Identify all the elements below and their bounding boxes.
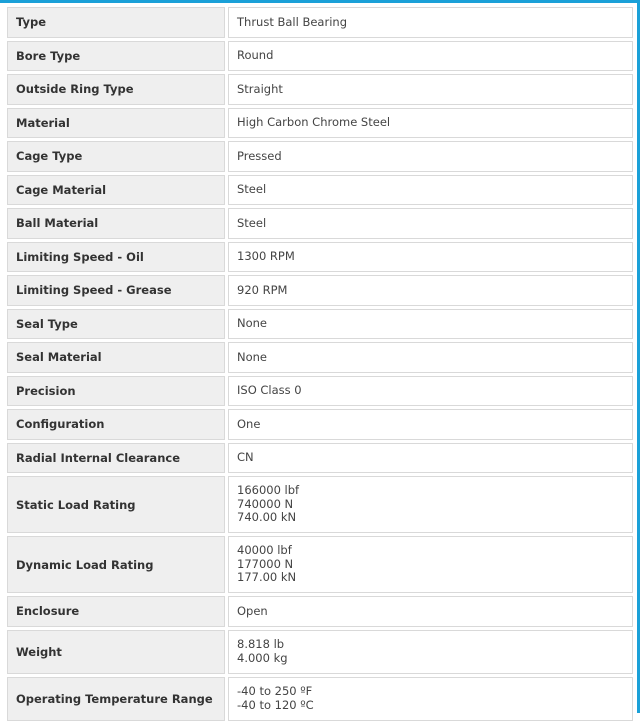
spec-row-cage-material xyxy=(7,175,633,206)
spec-value xyxy=(228,208,633,239)
spec-row-material xyxy=(7,108,633,139)
top-accent-bar xyxy=(0,0,640,3)
spec-value-line: 177000 N xyxy=(237,556,294,571)
spec-value-line: 740.00 kN xyxy=(237,510,297,525)
spec-value-line: 166000 lbf xyxy=(237,483,300,498)
spec-value xyxy=(228,342,633,373)
spec-label: Cage Material xyxy=(7,175,225,206)
spec-row-limiting-speed-oil xyxy=(7,242,633,273)
spec-label: Seal Type xyxy=(7,309,225,340)
spec-label: Configuration xyxy=(7,409,225,440)
spec-row-seal-material xyxy=(7,342,633,373)
spec-value xyxy=(228,409,633,440)
spec-value-line: Pressed xyxy=(237,148,282,163)
spec-value-line: 40000 lbf xyxy=(237,543,292,558)
spec-label: Precision xyxy=(7,376,225,407)
spec-label: Cage Type xyxy=(7,141,225,172)
spec-value-line: -40 to 120 ºC xyxy=(237,697,314,712)
spec-label: Bore Type xyxy=(7,41,225,72)
spec-value-line: ISO Class 0 xyxy=(237,383,302,397)
spec-value-line: Open xyxy=(237,603,268,618)
spec-value xyxy=(228,677,633,721)
spec-row-seal-type xyxy=(7,309,633,340)
spec-value-line: None xyxy=(237,349,268,364)
spec-row-outside-ring-type xyxy=(7,74,633,105)
spec-value xyxy=(228,74,633,105)
spec-value-line: 8.818 lb xyxy=(237,637,285,651)
spec-row-static-load-rating xyxy=(7,476,633,533)
spec-value-line: None xyxy=(237,316,268,330)
spec-value-line: High Carbon Chrome Steel xyxy=(237,115,391,129)
spec-value-line: -40 to 250 ºF xyxy=(237,684,313,698)
spec-row-radial-internal-clearance xyxy=(7,443,633,474)
spec-label: Limiting Speed - Grease xyxy=(7,275,225,306)
spec-row-configuration xyxy=(7,409,633,440)
spec-value xyxy=(228,443,633,474)
spec-value-line: 740000 N xyxy=(237,496,294,511)
spec-row-ball-material xyxy=(7,208,633,239)
spec-row-dynamic-load-rating xyxy=(7,536,633,593)
spec-value xyxy=(228,175,633,206)
spec-label: Enclosure xyxy=(7,596,225,627)
specifications-table xyxy=(4,4,636,724)
spec-label: Radial Internal Clearance xyxy=(7,443,225,474)
spec-value-line: 177.00 kN xyxy=(237,570,297,585)
spec-value xyxy=(228,242,633,273)
spec-value-line: 4.000 kg xyxy=(237,650,288,665)
spec-label: Weight xyxy=(7,630,225,674)
spec-label: Outside Ring Type xyxy=(7,74,225,105)
spec-value xyxy=(228,275,633,306)
spec-value xyxy=(228,108,633,139)
spec-value-line: 920 RPM xyxy=(237,282,288,297)
spec-row-precision xyxy=(7,376,633,407)
spec-value xyxy=(228,141,633,172)
spec-value xyxy=(228,536,633,593)
spec-value xyxy=(228,7,633,38)
spec-label: Limiting Speed - Oil xyxy=(7,242,225,273)
spec-label: Material xyxy=(7,108,225,139)
spec-value xyxy=(228,376,633,407)
spec-value-line: Steel xyxy=(237,182,267,196)
spec-row-operating-temperature-range xyxy=(7,677,633,721)
spec-label: Operating Temperature Range xyxy=(7,677,225,721)
spec-row-enclosure xyxy=(7,596,633,627)
spec-value xyxy=(228,596,633,627)
spec-value-line: One xyxy=(237,416,261,431)
spec-value-line: Straight xyxy=(237,81,283,96)
spec-row-weight xyxy=(7,630,633,674)
spec-value xyxy=(228,630,633,674)
spec-label: Dynamic Load Rating xyxy=(7,536,225,593)
spec-value xyxy=(228,476,633,533)
spec-value-line: Thrust Ball Bearing xyxy=(237,14,347,29)
spec-value-line: CN xyxy=(237,450,254,464)
spec-value-line: 1300 RPM xyxy=(237,249,295,263)
spec-value-line: Round xyxy=(237,48,274,62)
spec-value xyxy=(228,41,633,72)
spec-label: Static Load Rating xyxy=(7,476,225,533)
spec-label: Seal Material xyxy=(7,342,225,373)
spec-label: Ball Material xyxy=(7,208,225,239)
spec-row-limiting-speed-grease xyxy=(7,275,633,306)
spec-row-bore-type xyxy=(7,41,633,72)
spec-label: Type xyxy=(7,7,225,38)
spec-row-cage-type xyxy=(7,141,633,172)
spec-value-line: Steel xyxy=(237,215,267,230)
spec-row-type xyxy=(7,7,633,38)
spec-value xyxy=(228,309,633,340)
